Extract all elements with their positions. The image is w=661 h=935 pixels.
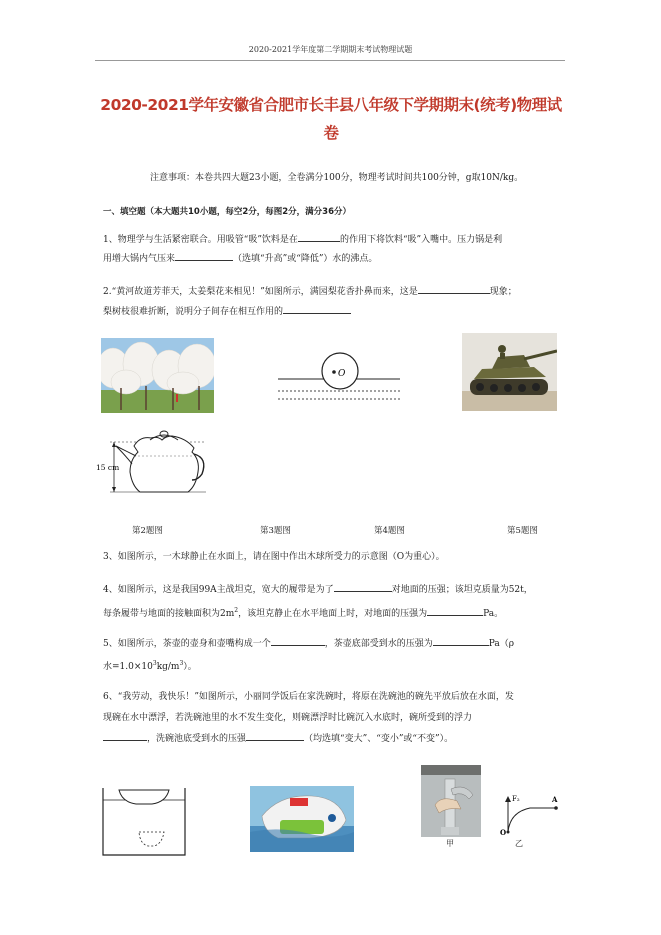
exam-title-line2: 卷	[323, 124, 339, 142]
caption-q3: 第3题图	[260, 526, 291, 536]
q1-blank-1[interactable]	[298, 231, 340, 242]
q4-sup: 2	[234, 607, 239, 614]
caption-q2: 第2题图	[132, 526, 163, 536]
q5-text-b: ，茶壶底部受到水的压强为	[324, 639, 433, 649]
q4-blank-1[interactable]	[334, 581, 392, 592]
q1-text-b: 的作用下将饮料“吸”入嘴中。压力锅是利	[339, 235, 503, 245]
caption-q5: 第5题图	[507, 526, 538, 536]
q1-text-d: （选填“升高”或“降低”）水的沸点。	[233, 254, 378, 264]
q6-text-d: （均选填“变大”、“变小”或“不变”）。	[304, 734, 454, 744]
point-a-label: A	[552, 795, 558, 804]
question-3: 3、如图所示，一木球静止在水面上，请在图中作出木球所受力的示意图（O为重心）。	[103, 552, 445, 562]
q4-blank-2[interactable]	[427, 605, 483, 616]
exam-note: 注意事项：本卷共四大题23小题，全卷满分100分，物理考试时间共100分钟，g取10N/kg。	[150, 173, 524, 183]
q5-text-d: 水=1.0×10	[103, 662, 153, 672]
q4-text-a: 4、如图所示，这是我国99A主战坦克，宽大的履带是为了	[103, 585, 334, 595]
teapot-figure	[96, 426, 212, 498]
page-header: 2020-2021学年度第二学期期末考试物理试题	[248, 45, 413, 54]
pivot-o-label: O	[500, 828, 507, 837]
q5-blank-1[interactable]	[271, 635, 325, 646]
lever-diagram	[486, 788, 562, 838]
faucet-photo	[421, 765, 481, 837]
question-2-line2	[103, 300, 351, 324]
figure-label-yi: 乙	[515, 839, 523, 848]
q6-blank-2[interactable]	[246, 730, 304, 741]
section-heading: 一、填空题（本大题共10小题，每空2分，每图2分，满分36分）	[103, 207, 351, 217]
figure-label-jia: 甲	[446, 839, 454, 848]
q4-text-b: 对地面的压强；该坦克质量为52t，	[391, 585, 533, 595]
q1-text-a: 1、物理学与生活紧密联合。用吸管“吸”饮料是在	[103, 235, 298, 245]
submersible-photo	[250, 786, 354, 852]
q5-text-a: 5、如图所示，茶壶的壶身和壶嘴构成一个	[103, 639, 271, 649]
q2-text-c: 梨树枝很难折断，说明分子间存在相互作用的	[103, 307, 284, 317]
q2-blank-2[interactable]	[283, 303, 351, 314]
question-1-line2	[103, 247, 377, 271]
center-of-gravity-label: O	[338, 369, 346, 379]
q2-text-b: 现象；	[489, 287, 517, 297]
header-divider	[95, 60, 565, 61]
bowl-in-sink-figure	[102, 786, 186, 856]
force-f2-label: F₂	[512, 795, 520, 803]
question-6-line1: 6、“我劳动，我快乐！”如图所示，小丽同学饭后在家洗碗时，将原在洗碗池的碗先平放后放在水面，发	[103, 692, 514, 702]
q5-sup-2: 3	[179, 660, 184, 667]
teapot-height-label: 15 cm	[96, 463, 120, 472]
pear-blossom-photo	[101, 338, 214, 413]
q4-text-c: 每条履带与地面的接触面积为2m	[103, 609, 235, 619]
wood-ball-floating-figure	[278, 351, 400, 411]
q2-blank-1[interactable]	[418, 283, 490, 294]
q1-text-c: 用增大锅内气压来	[103, 254, 176, 264]
q6-text-c: ，洗碗池底受到水的压强	[147, 734, 247, 744]
q5-text-e: kg/m	[156, 662, 180, 672]
q5-text-f: ）。	[183, 662, 197, 672]
q5-sup-1: 3	[152, 660, 157, 667]
q4-text-e: Pa。	[483, 609, 504, 619]
q5-text-c: Pa（ρ	[488, 639, 515, 649]
exam-title-line1: 2020-2021学年安徽省合肥市长丰县八年级下学期期末(统考)物理试	[100, 96, 562, 114]
caption-q4: 第4题图	[374, 526, 405, 536]
question-6-line2: 现碗在水中漂浮，若洗碗池里的水不发生变化，则碗漂浮时比碗沉入水底时，碗所受到的浮力	[103, 713, 473, 723]
question-5-line2	[103, 652, 197, 679]
q4-text-d: ，该坦克静止在水平地面上时，对地面的压强为	[238, 609, 428, 619]
q5-blank-2[interactable]	[433, 635, 489, 646]
q2-text-a: 2.“黄河故道芳菲天，太姜梨花来相见！”如图所示，满园梨花香扑鼻而来，这是	[103, 287, 418, 297]
q6-blank-1[interactable]	[103, 730, 147, 741]
question-4-line2	[103, 599, 503, 626]
question-6-line3	[103, 727, 453, 751]
tank-photo	[462, 333, 557, 411]
q1-blank-2[interactable]	[175, 250, 233, 261]
